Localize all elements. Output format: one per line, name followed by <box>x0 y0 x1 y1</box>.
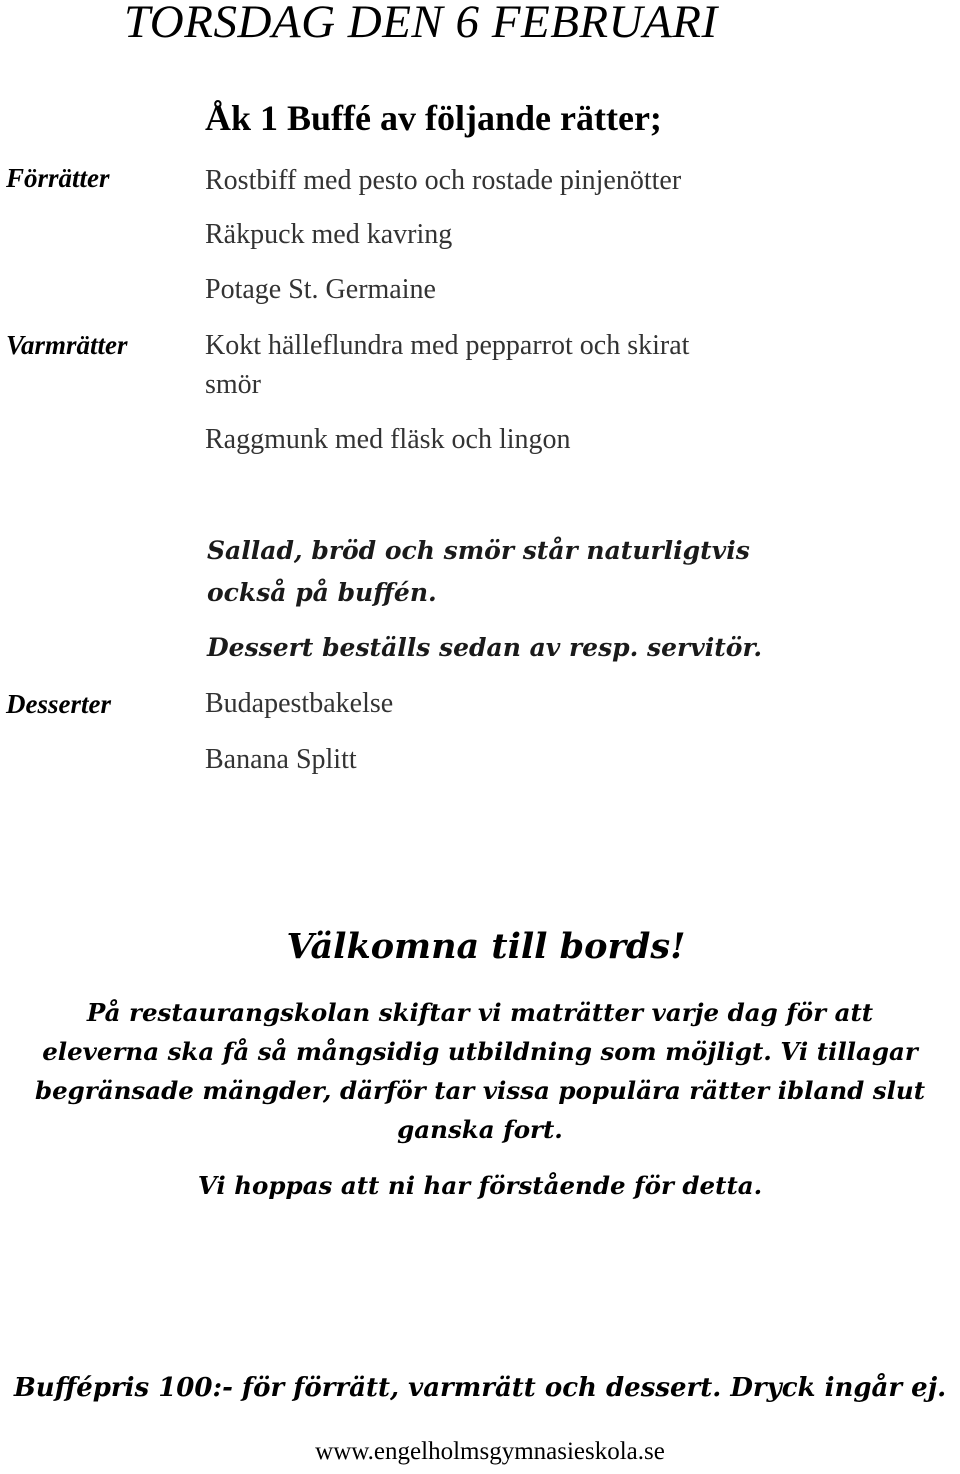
buffet-note-line: Sallad, bröd och smör står naturligtvis <box>207 536 750 565</box>
website-url: www.engelholmsgymnasieskola.se <box>315 1438 665 1465</box>
section-label-starters: Förrätter <box>6 163 110 193</box>
dish-item: Rostbiff med pesto och rostade pinjenötter <box>205 165 682 196</box>
price-line: Buffépris 100:- för förrätt, varmrätt och dessert. Dryck ingår ej. <box>13 1373 947 1403</box>
welcome-heading: Välkomna till bords! <box>286 926 686 967</box>
info-line: eleverna ska få så mångsidig utbildning som möjligt. Vi tillagar <box>42 1037 918 1066</box>
dish-item-continuation: smör <box>205 369 261 400</box>
info-line: Vi hoppas att ni har förstående för detta. <box>197 1171 763 1200</box>
info-line: begränsade mängder, därför tar vissa populära rätter ibland slut <box>34 1076 926 1105</box>
info-line: På restaurangskolan skiftar vi maträtter varje dag för att <box>86 998 874 1027</box>
menu-subtitle: Åk 1 Buffé av följande rätter; <box>205 98 662 138</box>
dish-item: Kokt hälleflundra med pepparrot och skirat <box>205 330 690 361</box>
dish-item: Raggmunk med fläsk och lingon <box>205 424 571 455</box>
info-line: ganska fort. <box>397 1115 563 1144</box>
section-label-desserts: Desserter <box>6 689 111 719</box>
section-label-mains: Varmrätter <box>6 330 128 360</box>
dish-item: Räkpuck med kavring <box>205 219 453 250</box>
dish-item: Banana Splitt <box>205 744 357 775</box>
info-paragraph <box>0 993 960 1205</box>
page-title: TORSDAG DEN 6 FEBRUARI <box>124 0 718 48</box>
dish-item: Potage St. Germaine <box>205 274 436 305</box>
buffet-note-line: också på buffén. <box>207 578 437 607</box>
dish-item: Budapestbakelse <box>205 688 394 719</box>
buffet-note-line: Dessert beställs sedan av resp. servitör. <box>207 633 763 662</box>
